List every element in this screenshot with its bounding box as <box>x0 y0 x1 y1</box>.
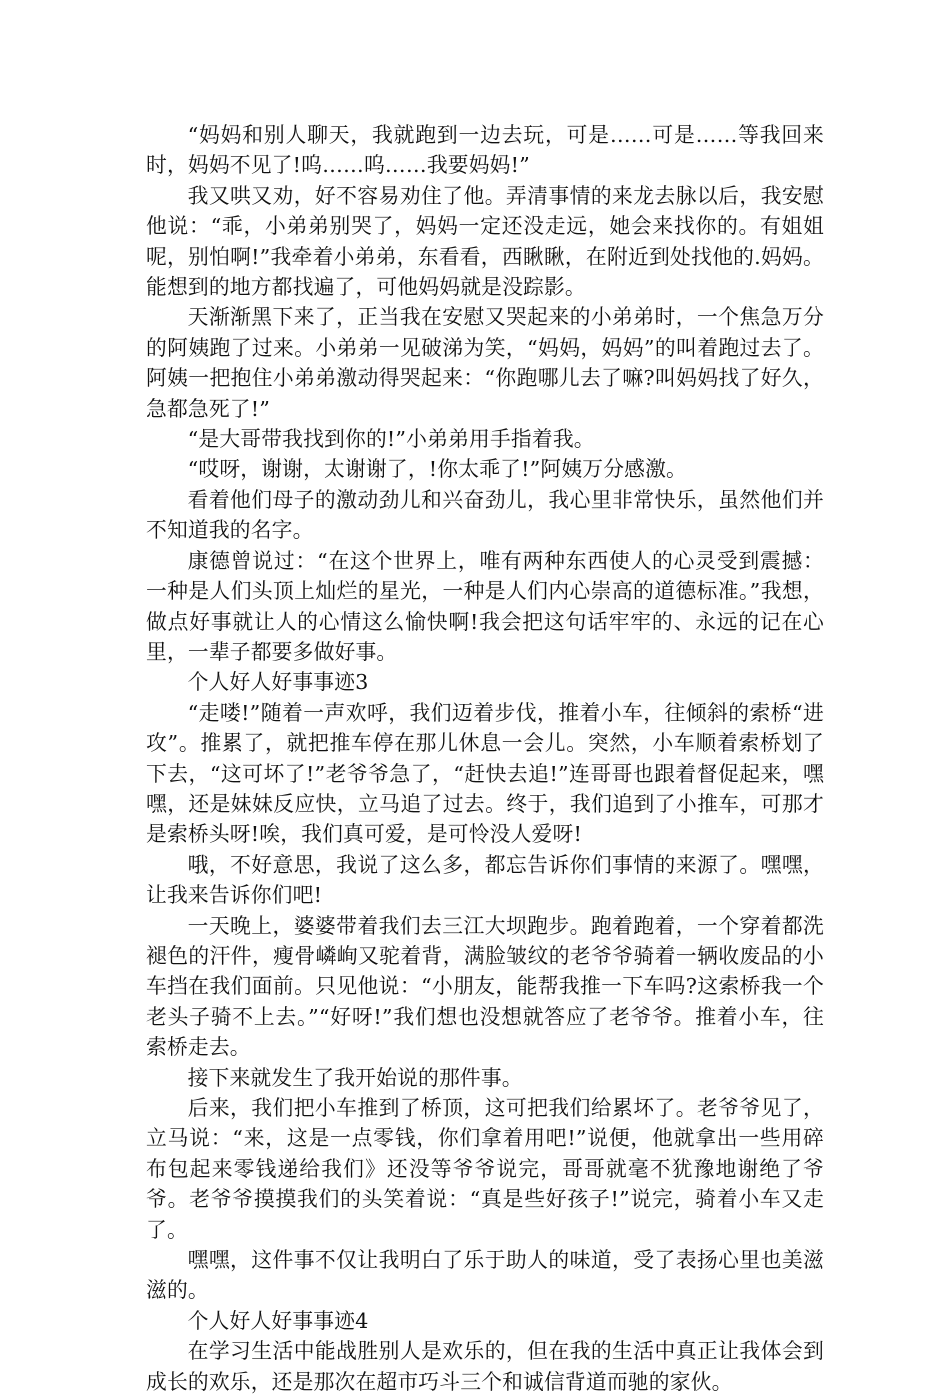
paragraph: “妈妈和别人聊天，我就跑到一边去玩，可是……可是……等我回来时，妈妈不见了!呜……呜……我要妈妈!” <box>146 123 824 178</box>
paragraph: “是大哥带我找到你的!”小弟弟用手指着我。 <box>187 427 595 452</box>
paragraph: 接下来就发生了我开始说的那件事。 <box>187 1065 523 1090</box>
paragraph: 一天晚上，婆婆带着我们去三江大坝跑步。跑着跑着，一个穿着都洗褪色的汗件，瘦骨嶙峋又驼着背，满脸皱纹的老爷爷骑着一辆收废品的小车挡在我们面前。只见他说：“小朋友，能帮我推一下车吗?这索桥我一个老头子骑不上去。”“好呀!”我们想也没想就答应了老爷爷。推着小车，往索桥走去。 <box>146 913 824 1060</box>
document-body <box>146 120 824 1397</box>
paragraph: 嘿嘿，这件事不仅让我明白了乐于助人的味道，受了表扬心里也美滋滋的。 <box>146 1248 824 1303</box>
section-heading: 个人好人好事事迹4 <box>187 1308 369 1333</box>
paragraph: 哦，不好意思，我说了这么多，都忘告诉你们事情的来源了。嘿嘿，让我来告诉你们吧! <box>146 852 824 908</box>
paragraph: 我又哄又劝，好不容易劝住了他。弄清事情的来龙去脉以后，我安慰他说：“乖，小弟弟别哭了，妈妈一定还没走远，她会来找你的。有姐姐呢，别怕啊!”我牵着小弟弟，东看看，西瞅瞅，在附近到处找他的.妈妈。能想到的地方都找遍了，可他妈妈就是没踪影。 <box>146 183 824 300</box>
paragraph: 天渐渐黑下来了，正当我在安慰又哭起来的小弟弟时，一个焦急万分的阿姨跑了过来。小弟弟一见破涕为笑，“妈妈，妈妈”的叫着跑过去了。阿姨一把抱住小弟弟激动得哭起来：“你跑哪儿去了嘛?叫妈妈找了好久，急都急死了!” <box>146 305 824 421</box>
section-heading: 个人好人好事事迹3 <box>187 670 369 695</box>
paragraph: 后来，我们把小车推到了桥顶，这可把我们给累坏了。老爷爷见了，立马说：“来，这是一点零钱，你们拿着用吧!”说便，他就拿出一些用碎布包起来零钱递给我们》还没等爷爷说完，哥哥就毫不犹豫地谢绝了爷爷。老爷爷摸摸我们的头笑着说：“真是些好孩子!”说完，骑着小车又走了。 <box>146 1096 824 1242</box>
paragraph: “走喽!”随着一声欢呼，我们迈着步伐，推着小车，往倾斜的索桥“进攻”。推累了，就把推车停在那儿休息一会儿。突然，小车顺着索桥划了下去，“这可坏了!”老爷爷急了，“赶快去追!”连哥哥也跟着督促起来，嘿嘿，还是妹妹反应快，立马追了过去。终于，我们追到了小推车，可那才是索桥头呀!唉，我们真可爱，是可怜没人爱呀! <box>146 700 824 847</box>
paragraph: 康德曾说过：“在这个世界上，唯有两种东西使人的心灵受到震撼：一种是人们头顶上灿烂的星光，一种是人们内心崇高的道德标准。”我想，做点好事就让人的心情这么愉快啊!我会把这句话牢牢的、永远的记在心里，一辈子都要多做好事。 <box>146 548 824 664</box>
paragraph: “哎呀，谢谢，太谢谢了，!你太乖了!”阿姨万分感激。 <box>187 457 688 482</box>
paragraph: 在学习生活中能战胜别人是欢乐的，但在我的生活中真正让我体会到成长的欢乐，还是那次在超市巧斗三个和诚信背道而驰的家伙。 <box>146 1339 824 1394</box>
paragraph: 看着他们母子的激动劲儿和兴奋劲儿，我心里非常快乐，虽然他们并不知道我的名字。 <box>146 487 824 543</box>
